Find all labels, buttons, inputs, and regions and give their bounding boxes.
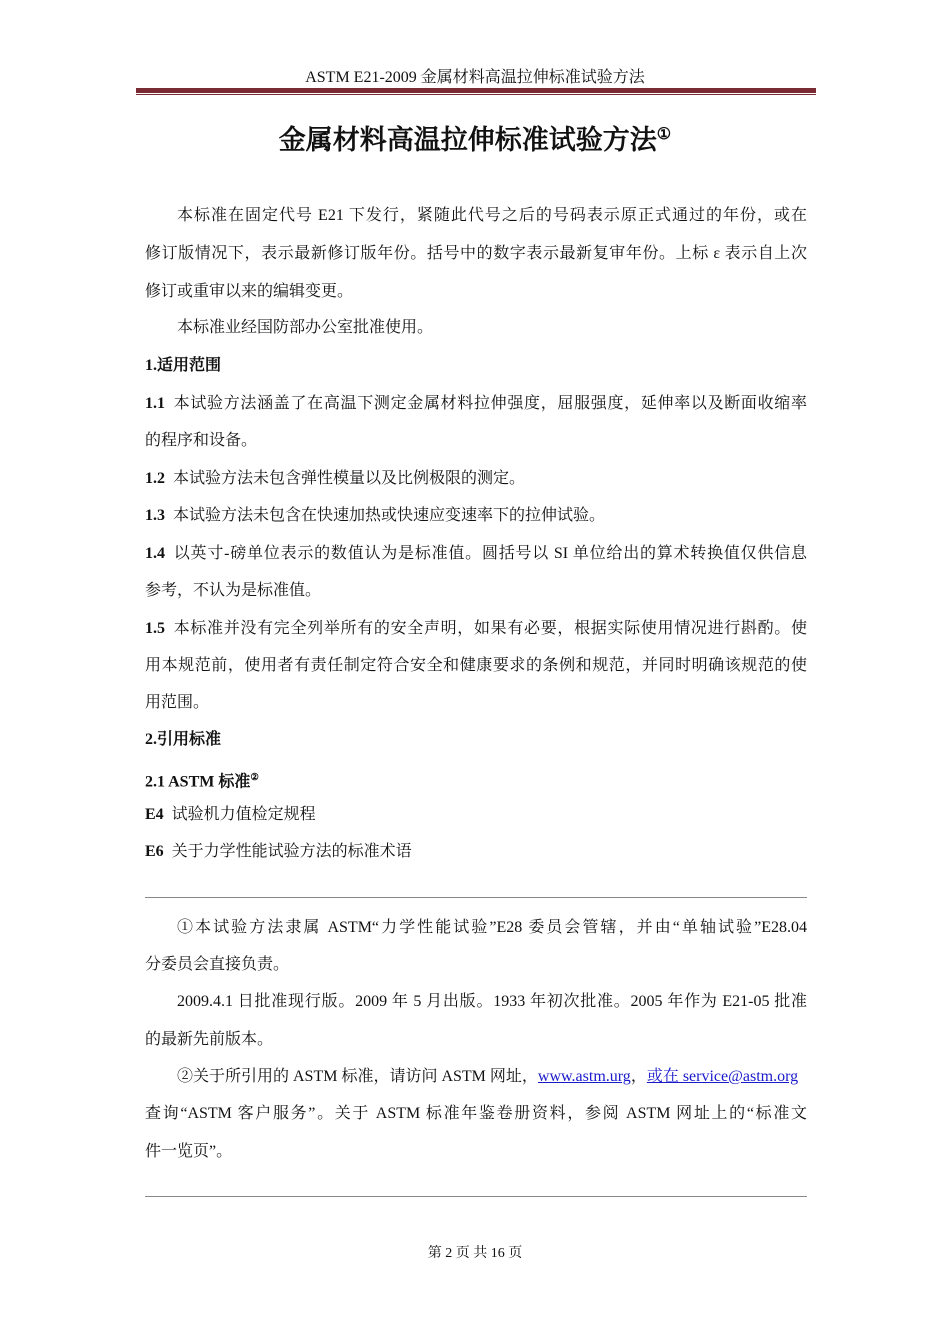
footnote-text: ②关于所引用的 ASTM 标准，请访问 ASTM 网址， (177, 1068, 538, 1085)
reference-code: E4 (145, 806, 164, 823)
intro-line: 修订或重审以来的编辑变更。 (145, 283, 354, 300)
footnote-line (177, 1066, 807, 1088)
reference-title: 关于力学性能试验方法的标准术语 (171, 843, 412, 860)
clause-1-4 (145, 543, 807, 565)
clause-1-2 (145, 468, 807, 490)
footnote-line: 的最新先前版本。 (145, 1031, 274, 1048)
reference-code: E6 (145, 843, 164, 860)
intro-line: 修订版情况下，表示最新修订版年份。括号中的数字表示最新复审年份。上标 ε 表示自上次 (145, 245, 807, 262)
page-number: 第 2 页 共 16 页 (427, 1246, 523, 1261)
website-link[interactable]: www.astm.urg (537, 1068, 631, 1085)
clause-text: 本标准并没有完全列举所有的安全声明，如果有必要，根据实际使用情况进行斟酌。使 (173, 620, 807, 637)
clause-1-1 (145, 393, 807, 415)
reference-e4 (145, 804, 807, 826)
separator: ， (630, 1068, 647, 1085)
clause-number: 1.3 (145, 507, 165, 524)
clause-number: 1.1 (145, 395, 165, 412)
footnote-line: 分委员会直接负责。 (145, 956, 290, 973)
reference-title: 试验机力值检定规程 (171, 806, 316, 823)
reference-e6 (145, 841, 807, 863)
subsection-text: 2.1 ASTM 标准 (145, 773, 251, 791)
footnote-ref[interactable]: ① (656, 125, 672, 143)
clause-1-3 (145, 505, 807, 527)
section-heading: 1.适用范围 (145, 357, 222, 374)
section-heading: 2.引用标准 (145, 731, 222, 748)
clause-number: 1.5 (145, 620, 165, 637)
clause-1-5 (145, 618, 807, 640)
header-rule (136, 88, 816, 93)
footnote-ref[interactable]: ② (250, 772, 259, 783)
running-header: ASTM E21-2009 金属材料高温拉伸标准试验方法 (305, 69, 645, 86)
footer-separator (145, 1196, 807, 1197)
footnote-line: ①本试验方法隶属 ASTM“力学性能试验”E28 委员会管辖，并由“单轴试验”E28.04 (177, 919, 807, 936)
clause-text: 的程序和设备。 (145, 432, 258, 449)
footnote-line: 件一览页”。 (145, 1143, 233, 1160)
subsection-heading (145, 767, 807, 789)
clause-text: 以英寸-磅单位表示的数值认为是标准值。圆括号以 SI 单位给出的算术转换值仅供信息 (173, 545, 807, 562)
page-title (0, 118, 950, 157)
clause-text: 本试验方法未包含在快速加热或快速应变速率下的拉伸试验。 (173, 507, 606, 524)
clause-text: 用本规范前，使用者有责任制定符合安全和健康要求的条例和规范，并同时明确该规范的使 (145, 657, 807, 674)
clause-text: 用范围。 (145, 694, 210, 711)
intro-line: 本标准在固定代号 E21 下发行，紧随此代号之后的号码表示原正式通过的年份，或在 (177, 207, 807, 224)
footnote-separator (145, 897, 807, 898)
clause-text: 本试验方法涵盖了在高温下测定金属材料拉伸强度，屈服强度，延伸率以及断面收缩率 (173, 395, 807, 412)
clause-text: 本试验方法未包含弹性模量以及比例极限的测定。 (173, 470, 526, 487)
clause-number: 1.4 (145, 545, 165, 562)
header-rule-thin (136, 94, 816, 95)
title-text: 金属材料高温拉伸标准试验方法 (278, 125, 657, 155)
footnote-line: 2009.4.1 日批准现行版。2009 年 5 月出版。1933 年初次批准。2005 年作为 E21-05 批准 (177, 993, 807, 1010)
clause-text: 参考，不认为是标准值。 (145, 582, 322, 599)
footnote-line: 查询“ASTM 客户服务”。关于 ASTM 标准年鉴卷册资料，参阅 ASTM 网址上的“标准文 (145, 1105, 807, 1122)
clause-number: 1.2 (145, 470, 165, 487)
email-link[interactable]: 或在 service@astm.org (646, 1068, 799, 1085)
approval-text: 本标准业经国防部办公室批准使用。 (177, 319, 434, 336)
